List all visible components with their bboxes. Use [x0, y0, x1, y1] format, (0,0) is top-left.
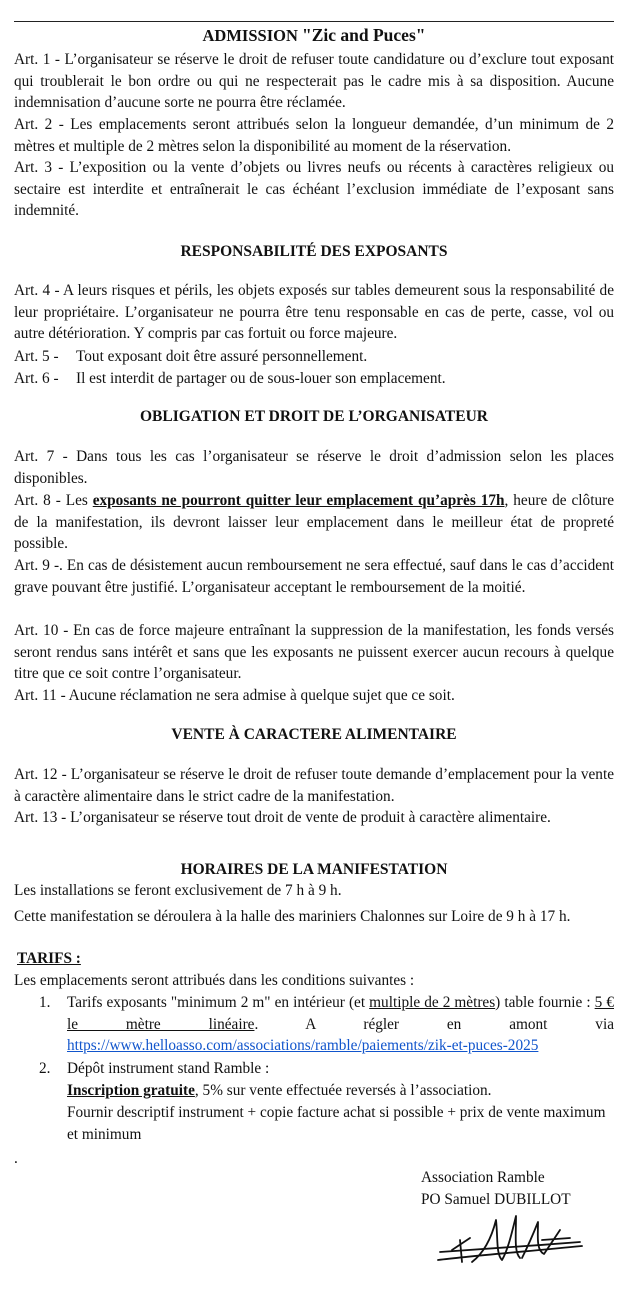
heading-vente: VENTE À CARACTERE ALIMENTAIRE — [171, 726, 457, 743]
tarifs-item-2-rest: , 5% sur vente effectuée reversés à l’association. — [194, 1082, 492, 1099]
horaires-line-1: Les installations se feront exclusivement de 7 h à 9 h. — [14, 882, 342, 899]
handwritten-signature — [430, 1210, 590, 1280]
tarifs-item-2-line-3: Fournir descriptif instrument + copie facture achat si possible + prix de vente maximum et minimum — [67, 1104, 606, 1143]
article-10: Art. 10 - En cas de force majeure entraînant la suppression de la manifestation, les fonds versés seront rendus sans intérêt et sans que les exposants ne puissent exercer aucun recours à quelque titre que ce soit contre l’organisateur. — [14, 622, 614, 682]
page-title — [0, 25, 628, 46]
signature-organisation: Association Ramble — [421, 1169, 545, 1186]
article-8-post: , heure de clôture de la manifestation, ils devront laisser leur emplacement dans le meilleur état de propreté possible. — [14, 492, 614, 552]
article-8-emphasis: exposants ne pourront quitter leur emplacement qu’après 17h — [92, 492, 505, 509]
tarifs-item-1-multiple: multiple de 2 mètres — [369, 994, 496, 1011]
article-6-num: Art. 6 - — [14, 370, 59, 387]
article-11: Art. 11 - Aucune réclamation ne sera admise à quelque sujet que ce soit. — [14, 687, 455, 704]
article-5 — [14, 346, 614, 368]
article-5-num: Art. 5 - — [14, 348, 59, 365]
tarifs-item-1-text-b: ) table fournie : — [495, 994, 595, 1011]
tarifs-item-1 — [67, 992, 614, 1057]
heading-obligation: OBLIGATION ET DROIT DE L’ORGANISATEUR — [140, 408, 488, 425]
article-4: Art. 4 - A leurs risques et périls, les objets exposés sur tables demeurent sous la responsabilité de leur propriétaire. L’organisateur ne pourra être tenu responsable en cas de perte, casse, vol ou autre détérioration. Y compris par cas fortuit ou force majeure. — [14, 282, 614, 342]
title-prefix: ADMISSION — [202, 26, 302, 45]
article-5-text: Tout exposant doit être assuré personnellement. — [76, 348, 368, 365]
helloasso-payment-link[interactable]: https://www.helloasso.com/associations/ramble/paiements/zik-et-puces-2025 — [67, 1037, 539, 1054]
signature-name: PO Samuel DUBILLOT — [421, 1191, 571, 1208]
article-1: Art. 1 - L’organisateur se réserve le droit de refuser toute candidature ou d’exclure tout exposant qui troublerait le bon ordre ou qui ne respecterait pas le cadre mis à sa disposition. Aucune indemnisation d’aucune sorte ne pourra être réclamée. — [14, 51, 614, 111]
article-7: Art. 7 - Dans tous les cas l’organisateur se réserve le droit d’admission selon les places disponibles. — [14, 448, 614, 487]
article-6 — [14, 368, 614, 390]
tarifs-item-1-price: 5 € le mètre linéaire — [67, 994, 614, 1033]
tarifs-intro: Les emplacements seront attribués dans les conditions suivantes : — [14, 972, 415, 989]
article-12: Art. 12 - L’organisateur se réserve le droit de refuser toute demande d’emplacement pour la vente à caractère alimentaire dans le strict cadre de la manifestation. — [14, 766, 614, 805]
tarifs-item-1-number: 1. — [39, 994, 51, 1011]
tarifs-item-1-text-c: . A régler en amont via — [254, 1015, 614, 1033]
heading-tarifs — [17, 948, 614, 970]
tarifs-item-2-number: 2. — [39, 1060, 51, 1077]
tarifs-label: TARIFS : — [17, 950, 81, 967]
tarifs-item-2-title: Dépôt instrument stand Ramble : — [67, 1060, 270, 1077]
article-8 — [14, 490, 614, 555]
heading-horaires: HORAIRES DE LA MANIFESTATION — [180, 861, 448, 878]
article-8-pre: Art. 8 - Les — [14, 492, 93, 509]
tarifs-item-2-line-2 — [67, 1080, 614, 1102]
title-quoted: "Zic and Puces" — [302, 25, 426, 45]
horaires-line-2: Cette manifestation se déroulera à la halle des mariniers Chalonnes sur Loire de 9 h à 17 h. — [14, 908, 571, 925]
heading-responsabilite: RESPONSABILITÉ DES EXPOSANTS — [180, 243, 448, 260]
article-6-text: Il est interdit de partager ou de sous-louer son emplacement. — [76, 370, 446, 387]
tarifs-item-2-free: Inscription gratuite — [67, 1082, 195, 1099]
tarifs-item-1-text-a: Tarifs exposants "minimum 2 m" en intérieur (et — [67, 994, 370, 1011]
article-3: Art. 3 - L’exposition ou la vente d’objets ou livres neufs ou récents à caractères religieux ou sectaire est interdite et entraînerait le cas échéant l’exclusion immédiate de l’exposant sans indemnité. — [14, 159, 614, 219]
stray-dot: . — [14, 1150, 18, 1167]
article-2: Art. 2 - Les emplacements seront attribués selon la longueur demandée, d’un minimum de 2 mètres et multiple de 2 mètres selon la disponibilité au moment de la réservation. — [14, 116, 614, 155]
article-9: Art. 9 -. En cas de désistement aucun remboursement ne sera effectué, sauf dans le cas d’accident grave pouvant être justifié. L’organisateur acceptant le remboursement de la moitié. — [14, 557, 614, 596]
top-rule — [14, 21, 614, 22]
article-13: Art. 13 - L’organisateur se réserve tout droit de vente de produit à caractère alimentaire. — [14, 809, 551, 826]
